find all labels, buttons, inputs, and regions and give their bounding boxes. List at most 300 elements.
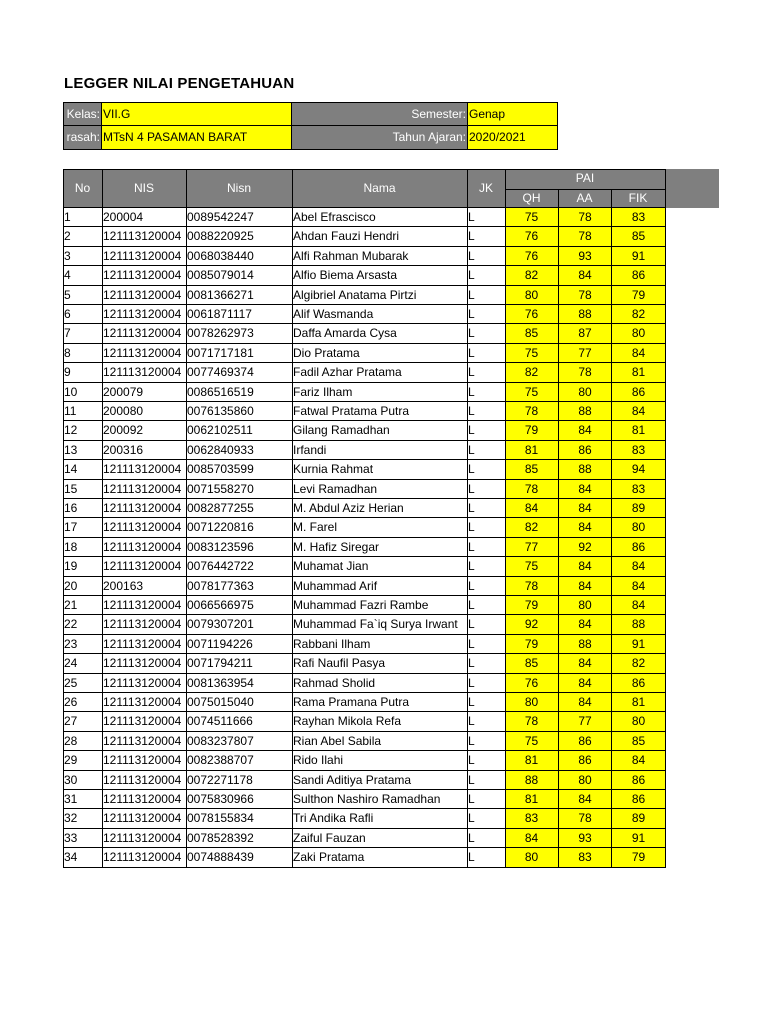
grid-horizontal-line [63,517,666,518]
row-gender: L [468,753,475,768]
row-score-fik[interactable]: 83 [612,440,665,459]
row-name: Ahdan Fauzi Hendri [293,229,400,244]
table-row [0,382,768,401]
table-row [0,285,768,304]
row-score-qh[interactable]: 75 [505,556,558,575]
row-gender: L [468,578,475,593]
row-nis: 121113120004 [103,365,182,380]
row-score-qh[interactable]: 78 [505,576,558,595]
row-score-fik[interactable]: 86 [612,265,665,284]
row-score-aa[interactable]: 83 [559,847,611,866]
info-divider [467,103,468,149]
row-score-qh[interactable]: 84 [505,828,558,847]
row-nis: 121113120004 [103,753,182,768]
header-pai-group[interactable] [505,169,665,189]
row-score-aa[interactable]: 84 [559,653,611,672]
row-nis: 121113120004 [103,830,182,845]
row-score-aa[interactable]: 77 [559,711,611,730]
row-score-fik[interactable]: 91 [612,246,665,265]
row-number: 34 [64,850,78,865]
row-score-fik[interactable]: 89 [612,498,665,517]
row-gender: L [468,287,475,302]
row-number: 4 [64,268,71,283]
row-score-qh[interactable]: 75 [505,731,558,750]
row-score-qh[interactable]: 81 [505,440,558,459]
row-score-aa[interactable]: 93 [559,828,611,847]
row-name: Alfi Rahman Mubarak [293,248,409,263]
row-gender: L [468,598,475,612]
row-gender: L [468,695,475,709]
row-score-fik[interactable]: 86 [612,770,665,789]
row-score-qh[interactable]: 79 [505,420,558,439]
row-nisn: 0071220816 [187,520,254,535]
row-score-qh[interactable]: 84 [505,498,558,517]
row-number: 5 [64,287,71,302]
grid-horizontal-line [63,750,666,751]
grid-vertical-line [558,189,559,867]
grid-horizontal-line [63,401,666,402]
table-row [0,576,768,595]
row-gender: L [468,229,475,244]
row-nisn: 0071194226 [187,636,253,651]
row-nis: 121113120004 [103,792,182,806]
row-nisn: 0081366271 [187,287,254,302]
row-nisn: 0071558270 [187,481,254,496]
row-gender: L [468,617,475,632]
row-nisn: 0074511666 [187,714,253,729]
row-score-aa[interactable]: 84 [559,614,611,633]
row-score-qh[interactable]: 78 [505,479,558,498]
table-row [0,401,768,420]
row-gender: L [468,345,475,360]
row-number: 7 [64,326,71,341]
row-nisn: 0076135860 [187,404,254,418]
row-nis: 200080 [103,404,144,418]
grid-horizontal-line [63,479,666,480]
row-score-fik[interactable]: 88 [612,614,665,633]
header-nama-label: Nama [363,181,396,195]
row-score-aa[interactable]: 78 [559,226,611,245]
row-number: 16 [64,501,78,515]
row-score-qh[interactable]: 82 [505,517,558,536]
row-score-aa[interactable]: 84 [559,692,611,711]
table-row [0,226,768,245]
row-nisn: 0062102511 [187,423,253,438]
grid-horizontal-line [63,614,666,615]
row-gender: L [468,404,475,418]
header-extension [665,169,719,208]
row-nisn: 0066566975 [187,598,254,612]
row-score-qh[interactable]: 81 [505,789,558,808]
grid-horizontal-line [63,343,666,344]
row-gender: L [468,462,475,477]
row-number: 12 [64,423,78,438]
row-name: Muhammad Fazri Rambe [293,598,429,612]
row-name: Tri Andika Rafli [293,811,374,826]
grid-horizontal-line [63,537,666,538]
row-score-fik[interactable]: 89 [612,808,665,827]
row-nisn: 0081363954 [187,675,254,690]
row-score-aa[interactable]: 87 [559,323,611,342]
row-number: 23 [64,636,78,651]
grid-horizontal-line [63,808,666,809]
row-number: 2 [64,229,71,244]
row-score-fik[interactable]: 85 [612,731,665,750]
row-name: Alfio Biema Arsasta [293,268,398,283]
row-score-qh[interactable]: 80 [505,285,558,304]
row-nisn: 0085079014 [187,268,254,283]
table-row [0,323,768,342]
row-name: Alif Wasmanda [293,307,374,321]
row-score-qh[interactable]: 79 [505,634,558,653]
row-score-qh[interactable]: 76 [505,304,558,323]
row-number: 20 [64,578,78,593]
row-nis: 121113120004 [103,307,182,321]
row-score-qh[interactable]: 76 [505,226,558,245]
header-aa[interactable] [558,189,611,208]
header-jk-label: JK [478,181,493,195]
row-nis: 200092 [103,423,144,438]
row-score-aa[interactable]: 77 [559,343,611,362]
table-row [0,711,768,730]
row-score-aa[interactable]: 88 [559,401,611,420]
row-score-qh[interactable]: 79 [505,595,558,614]
row-score-aa[interactable]: 84 [559,479,611,498]
row-nis: 200163 [103,578,144,593]
row-number: 13 [64,442,78,457]
grid-horizontal-line [63,653,666,654]
row-nis: 200004 [103,210,144,224]
row-score-fik[interactable]: 81 [612,420,665,439]
row-name: Gilang Ramadhan [293,423,390,438]
grid-horizontal-line [63,692,666,693]
header-nis-label: NIS [133,181,154,195]
row-nis: 121113120004 [103,268,182,283]
row-score-fik[interactable]: 81 [612,362,665,381]
info-divider [291,103,292,149]
row-score-aa[interactable]: 84 [559,556,611,575]
row-name: Irfandi [293,442,327,457]
info-divider [64,125,557,126]
table-row [0,808,768,827]
header-no[interactable] [63,169,102,208]
row-nis: 121113120004 [103,772,182,787]
row-number: 29 [64,753,78,768]
row-nisn: 0075015040 [187,695,254,709]
row-score-aa[interactable]: 80 [559,382,611,401]
row-name: Zaiful Fauzan [293,830,366,845]
table-row [0,789,768,808]
row-gender: L [468,656,475,671]
grid-horizontal-line [63,440,666,441]
table-row [0,517,768,536]
row-nis: 121113120004 [103,714,182,729]
table-row [0,556,768,575]
row-nisn: 0078155834 [187,811,254,826]
row-nisn: 0086516519 [187,384,254,399]
row-score-aa[interactable]: 84 [559,420,611,439]
row-nis: 121113120004 [103,617,182,632]
row-name: Rido Ilahi [293,753,344,768]
row-name: Rabbani Ilham [293,636,371,651]
row-score-aa[interactable]: 78 [559,207,611,226]
row-gender: L [468,811,475,826]
row-gender: L [468,850,475,865]
row-score-aa[interactable]: 88 [559,304,611,323]
row-score-aa[interactable]: 78 [559,285,611,304]
row-nis: 121113120004 [103,326,182,341]
row-score-aa[interactable]: 88 [559,634,611,653]
header-fik[interactable] [611,189,665,208]
row-nisn: 0068038440 [187,248,254,263]
row-nisn: 0088220925 [187,229,254,244]
row-score-qh[interactable]: 78 [505,401,558,420]
table-row [0,246,768,265]
header-nisn[interactable] [186,169,292,208]
row-number: 6 [64,307,71,321]
row-score-fik[interactable]: 81 [612,692,665,711]
row-number: 3 [64,248,71,263]
row-gender: L [468,326,475,341]
row-score-aa[interactable]: 84 [559,265,611,284]
row-score-aa[interactable]: 93 [559,246,611,265]
row-score-qh[interactable]: 78 [505,711,558,730]
row-nis: 121113120004 [103,229,182,244]
row-nisn: 0078528392 [187,830,254,845]
row-score-fik[interactable]: 85 [612,226,665,245]
row-number: 19 [64,559,78,574]
table-row [0,595,768,614]
row-score-fik[interactable]: 82 [612,653,665,672]
tahun-ajaran-value[interactable]: 2020/2021 [468,126,557,149]
row-name: Muhamat Jian [293,559,369,574]
header-qh-label: QH [522,191,541,205]
row-score-aa[interactable]: 86 [559,750,611,769]
row-name: Fadil Azhar Pratama [293,365,402,380]
row-score-fik[interactable]: 84 [612,556,665,575]
row-score-aa[interactable]: 84 [559,789,611,808]
row-name: Daffa Amarda Cysa [293,326,397,341]
row-score-qh[interactable]: 85 [505,323,558,342]
row-score-fik[interactable]: 84 [612,343,665,362]
row-score-fik[interactable]: 79 [612,285,665,304]
row-number: 11 [64,404,77,418]
table-row [0,459,768,478]
table-row [0,731,768,750]
row-nisn: 0083237807 [187,733,254,748]
row-nis: 121113120004 [103,850,182,865]
grid-horizontal-line [505,189,666,190]
row-gender: L [468,423,475,438]
row-score-qh[interactable]: 82 [505,265,558,284]
row-name: M. Abdul Aziz Herian [293,501,404,515]
row-score-qh[interactable]: 88 [505,770,558,789]
row-nisn: 0089542247 [187,210,254,224]
row-name: M. Hafiz Siregar [293,539,380,554]
row-score-qh[interactable]: 77 [505,537,558,556]
row-score-fik[interactable]: 84 [612,576,665,595]
row-score-fik[interactable]: 80 [612,711,665,730]
table-row [0,692,768,711]
page-title: LEGGER NILAI PENGETAHUAN [64,75,295,92]
row-score-qh[interactable]: 75 [505,343,558,362]
row-nis: 200316 [103,442,144,457]
row-score-fik[interactable]: 80 [612,323,665,342]
row-name: M. Farel [293,520,338,535]
row-score-qh[interactable]: 85 [505,653,558,672]
row-number: 31 [64,792,78,806]
row-score-fik[interactable]: 84 [612,595,665,614]
row-score-fik[interactable]: 86 [612,789,665,808]
grid-horizontal-line [63,770,666,771]
row-score-aa[interactable]: 86 [559,731,611,750]
row-score-qh[interactable]: 75 [505,382,558,401]
row-score-aa[interactable]: 84 [559,576,611,595]
row-gender: L [468,539,475,554]
grid-horizontal-line [63,459,666,460]
table-row [0,634,768,653]
row-name: Rahmad Sholid [293,675,376,690]
row-score-qh[interactable]: 82 [505,362,558,381]
row-nisn: 0071794211 [187,656,253,671]
semester-value[interactable]: Genap [468,103,557,126]
row-nisn: 0071717181 [187,345,254,360]
row-number: 26 [64,695,78,709]
row-score-qh[interactable]: 80 [505,847,558,866]
row-score-qh[interactable]: 80 [505,692,558,711]
row-number: 24 [64,656,78,671]
row-gender: L [468,481,475,496]
row-score-aa[interactable]: 84 [559,517,611,536]
row-score-qh[interactable]: 92 [505,614,558,633]
row-score-aa[interactable]: 92 [559,537,611,556]
row-score-fik[interactable]: 86 [612,673,665,692]
row-score-fik[interactable]: 94 [612,459,665,478]
row-score-aa[interactable]: 80 [559,595,611,614]
row-score-aa[interactable]: 78 [559,808,611,827]
row-gender: L [468,792,475,806]
table-row [0,420,768,439]
row-name: Sandi Aditiya Pratama [293,772,412,787]
grid-horizontal-line [63,867,666,868]
row-number: 25 [64,675,78,690]
row-score-fik[interactable]: 91 [612,634,665,653]
row-score-aa[interactable]: 78 [559,362,611,381]
row-name: Muhammad Arif [293,578,378,593]
row-score-aa[interactable]: 84 [559,498,611,517]
row-score-aa[interactable]: 84 [559,673,611,692]
row-score-qh[interactable]: 76 [505,673,558,692]
row-name: Rayhan Mikola Refa [293,714,402,729]
row-score-fik[interactable]: 86 [612,382,665,401]
grid-vertical-line [611,189,612,867]
header-jk[interactable] [467,169,505,208]
row-score-fik[interactable]: 83 [612,479,665,498]
madrasah-value[interactable]: MTsN 4 PASAMAN BARAT [102,126,292,149]
grid-horizontal-line [63,847,666,848]
row-score-fik[interactable]: 79 [612,847,665,866]
grid-horizontal-line [63,207,666,208]
row-score-fik[interactable]: 80 [612,517,665,536]
table-row [0,498,768,517]
row-gender: L [468,384,475,399]
row-nis: 121113120004 [103,462,182,477]
row-number: 21 [64,598,78,612]
row-score-qh[interactable]: 85 [505,459,558,478]
header-qh[interactable] [505,189,558,208]
row-score-qh[interactable]: 75 [505,207,558,226]
row-score-fik[interactable]: 84 [612,750,665,769]
row-nisn: 0083123596 [187,539,254,554]
row-score-aa[interactable]: 80 [559,770,611,789]
row-nisn: 0072271178 [187,772,253,787]
header-aa-label: AA [576,191,593,205]
row-score-fik[interactable]: 83 [612,207,665,226]
grid-horizontal-line [63,246,666,247]
table-row [0,362,768,381]
row-name: Rian Abel Sabila [293,733,382,748]
row-score-fik[interactable]: 91 [612,828,665,847]
row-nis: 121113120004 [103,695,182,709]
row-score-qh[interactable]: 81 [505,750,558,769]
grid-horizontal-line [63,226,666,227]
grid-horizontal-line [63,420,666,421]
grid-horizontal-line [63,731,666,732]
table-row [0,828,768,847]
header-nama[interactable] [292,169,467,208]
row-number: 32 [64,811,78,826]
grid-horizontal-line [63,498,666,499]
row-nis: 121113120004 [103,520,182,535]
row-number: 18 [64,539,78,554]
table-row [0,614,768,633]
grid-horizontal-line [63,304,666,305]
table-row [0,343,768,362]
row-number: 30 [64,772,78,787]
table-row [0,653,768,672]
row-score-qh[interactable]: 76 [505,246,558,265]
grid-horizontal-line [63,362,666,363]
header-nis[interactable] [102,169,186,208]
row-nisn: 0075830966 [187,792,254,806]
row-gender: L [468,714,475,729]
row-number: 9 [64,365,71,380]
grid-horizontal-line [63,382,666,383]
row-score-aa[interactable]: 88 [559,459,611,478]
row-nis: 200079 [103,384,144,399]
row-name: Rafi Naufil Pasya [293,656,386,671]
row-nisn: 0074888439 [187,850,254,865]
table-row [0,847,768,866]
table-row [0,207,768,226]
tahun-ajaran-label: Tahun Ajaran: [292,126,468,149]
row-score-fik[interactable]: 82 [612,304,665,323]
grid-horizontal-line [63,265,666,266]
row-score-aa[interactable]: 86 [559,440,611,459]
row-name: Zaki Pratama [293,850,365,865]
row-gender: L [468,830,475,845]
row-score-qh[interactable]: 83 [505,808,558,827]
grid-horizontal-line [63,169,666,170]
row-gender: L [468,772,475,787]
kelas-value[interactable]: VII.G [102,103,292,126]
table-row [0,770,768,789]
grid-horizontal-line [63,285,666,286]
header-nisn-label: Nisn [226,181,251,195]
row-gender: L [468,365,475,380]
row-score-fik[interactable]: 86 [612,537,665,556]
row-score-fik[interactable]: 84 [612,401,665,420]
